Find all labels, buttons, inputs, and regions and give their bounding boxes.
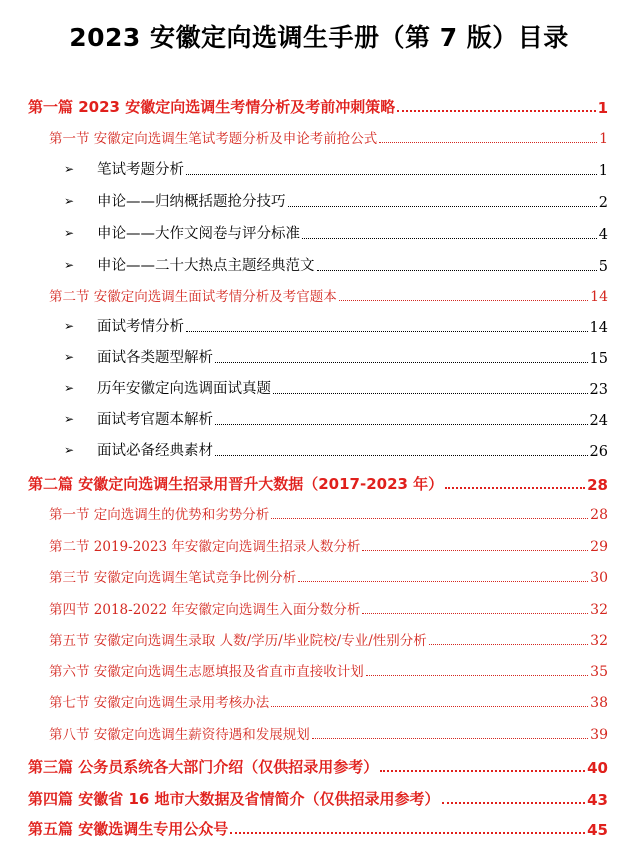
toc-item-entry[interactable]	[64, 347, 608, 367]
toc-page-number: 4	[598, 227, 608, 243]
toc-part-entry[interactable]	[28, 787, 608, 809]
dot-leader	[230, 832, 585, 834]
toc-page-number: 30	[590, 570, 608, 586]
toc-entry-label: 第六节 安徽定向选调生志愿填报及省直市直接收计划	[49, 664, 364, 680]
dot-leader	[215, 424, 588, 425]
arrow-bullet-icon: ➢	[64, 319, 75, 333]
document-title: 2023 安徽定向选调生手册（第 7 版）目录	[69, 23, 569, 52]
toc-page-number: 28	[587, 476, 608, 494]
toc-section-entry[interactable]	[49, 629, 608, 649]
dot-leader	[271, 518, 588, 519]
toc-section-entry[interactable]	[49, 127, 608, 147]
toc-item-entry[interactable]	[64, 223, 608, 243]
toc-entry-label: 申论——二十大热点主题经典范文	[97, 258, 315, 274]
toc-page-number: 29	[590, 539, 608, 555]
dot-leader	[215, 362, 588, 363]
dot-leader	[366, 675, 588, 676]
arrow-bullet-icon: ➢	[64, 412, 75, 426]
toc-page-number: 14	[589, 320, 608, 336]
toc-entry-label: 第八节 安徽定向选调生薪资待遇和发展规划	[49, 727, 310, 743]
toc-page-number: 40	[587, 759, 608, 777]
toc-page-number: 32	[590, 602, 608, 618]
arrow-bullet-icon: ➢	[64, 194, 75, 208]
toc-entry-label: 申论——大作文阅卷与评分标准	[97, 226, 300, 242]
dot-leader	[362, 550, 588, 551]
toc-page-number: 39	[590, 727, 608, 743]
dot-leader	[380, 770, 585, 772]
dot-leader	[215, 455, 588, 456]
toc-page-number: 45	[587, 821, 608, 839]
toc-page-number: 35	[590, 664, 608, 680]
arrow-bullet-icon: ➢	[64, 162, 75, 176]
toc-page-number: 23	[589, 382, 608, 398]
toc-item-entry[interactable]	[64, 159, 608, 179]
toc-item-entry[interactable]	[64, 255, 608, 275]
toc-item-entry[interactable]	[64, 409, 608, 429]
toc-section-entry[interactable]	[49, 598, 608, 618]
dot-leader	[273, 393, 588, 394]
dot-leader	[317, 270, 597, 271]
toc-page-number: 38	[590, 695, 608, 711]
toc-page-number: 1	[598, 163, 608, 179]
toc-page-number: 32	[590, 633, 608, 649]
toc-entry-label: 第五节 安徽定向选调生录取 人数/学历/毕业院校/专业/性别分析	[49, 633, 427, 649]
dot-leader	[445, 487, 585, 489]
toc-page-number: 24	[589, 413, 608, 429]
dot-leader	[312, 738, 588, 739]
toc-section-entry[interactable]	[49, 503, 608, 523]
toc-section-entry[interactable]	[49, 660, 608, 680]
toc-entry-label: 面试各类题型解析	[97, 350, 213, 366]
toc-item-entry[interactable]	[64, 440, 608, 460]
toc-entry-label: 面试必备经典素材	[97, 443, 213, 459]
toc-part-entry[interactable]	[28, 95, 608, 117]
dot-leader	[288, 206, 597, 207]
toc-entry-label: 第四节 2018-2022 年安徽定向选调生入面分数分析	[49, 602, 361, 618]
arrow-bullet-icon: ➢	[64, 350, 75, 364]
dot-leader	[397, 110, 595, 112]
dot-leader	[362, 613, 588, 614]
toc-page-number: 28	[590, 507, 608, 523]
toc-entry-label: 第一节 安徽定向选调生笔试考题分析及申论考前抢公式	[49, 131, 378, 147]
arrow-bullet-icon: ➢	[64, 226, 75, 240]
arrow-bullet-icon: ➢	[64, 258, 75, 272]
dot-leader	[271, 706, 588, 707]
dot-leader	[186, 174, 597, 175]
toc-section-entry[interactable]	[49, 285, 608, 305]
toc-entry-label: 第七节 安徽定向选调生录用考核办法	[49, 695, 270, 711]
toc-entry-label: 第二篇 安徽定向选调生招录用晋升大数据（2017-2023 年）	[28, 475, 444, 493]
toc-page-number: 1	[597, 99, 608, 117]
toc-entry-label: 第二节 安徽定向选调生面试考情分析及考官题本	[49, 289, 337, 305]
toc-entry-label: 面试考情分析	[97, 319, 184, 335]
toc-part-entry[interactable]	[28, 472, 608, 494]
toc-page-number: 2	[598, 195, 608, 211]
toc-entry-label: 笔试考题分析	[97, 162, 184, 178]
toc-item-entry[interactable]	[64, 316, 608, 336]
arrow-bullet-icon: ➢	[64, 381, 75, 395]
toc-entry-label: 第一篇 2023 安徽定向选调生考情分析及考前冲刺策略	[28, 98, 396, 116]
dot-leader	[442, 802, 586, 804]
toc-page-number: 43	[587, 791, 608, 809]
toc-page-number: 14	[590, 289, 608, 305]
arrow-bullet-icon: ➢	[64, 443, 75, 457]
toc-page-number: 5	[598, 259, 608, 275]
toc-entry-label: 面试考官题本解析	[97, 412, 213, 428]
dot-leader	[186, 331, 588, 332]
dot-leader	[298, 581, 588, 582]
toc-entry-label: 第一节 定向选调生的优势和劣势分析	[49, 507, 270, 523]
toc-section-entry[interactable]	[49, 566, 608, 586]
toc-item-entry[interactable]	[64, 378, 608, 398]
dot-leader	[379, 142, 597, 143]
toc-entry-label: 第五篇 安徽选调生专用公众号	[28, 820, 229, 838]
toc-section-entry[interactable]	[49, 535, 608, 555]
toc-entry-label: 第三节 安徽定向选调生笔试竞争比例分析	[49, 570, 297, 586]
dot-leader	[429, 644, 588, 645]
toc-section-entry[interactable]	[49, 691, 608, 711]
toc-item-entry[interactable]	[64, 191, 608, 211]
toc-page-number: 15	[589, 351, 608, 367]
toc-part-entry[interactable]	[28, 817, 608, 839]
toc-page-number: 26	[589, 444, 608, 460]
dot-leader	[339, 300, 588, 301]
toc-entry-label: 第三篇 公务员系统各大部门介绍（仅供招录用参考）	[28, 758, 379, 776]
toc-part-entry[interactable]	[28, 755, 608, 777]
toc-entry-label: 第二节 2019-2023 年安徽定向选调生招录人数分析	[49, 539, 361, 555]
toc-entry-label: 历年安徽定向选调面试真题	[97, 381, 271, 397]
toc-page-number: 1	[599, 131, 608, 147]
toc-entry-label: 申论——归纳概括题抢分技巧	[97, 194, 286, 210]
dot-leader	[302, 238, 597, 239]
toc-section-entry[interactable]	[49, 723, 608, 743]
toc-entry-label: 第四篇 安徽省 16 地市大数据及省情简介（仅供招录用参考）	[28, 790, 440, 808]
